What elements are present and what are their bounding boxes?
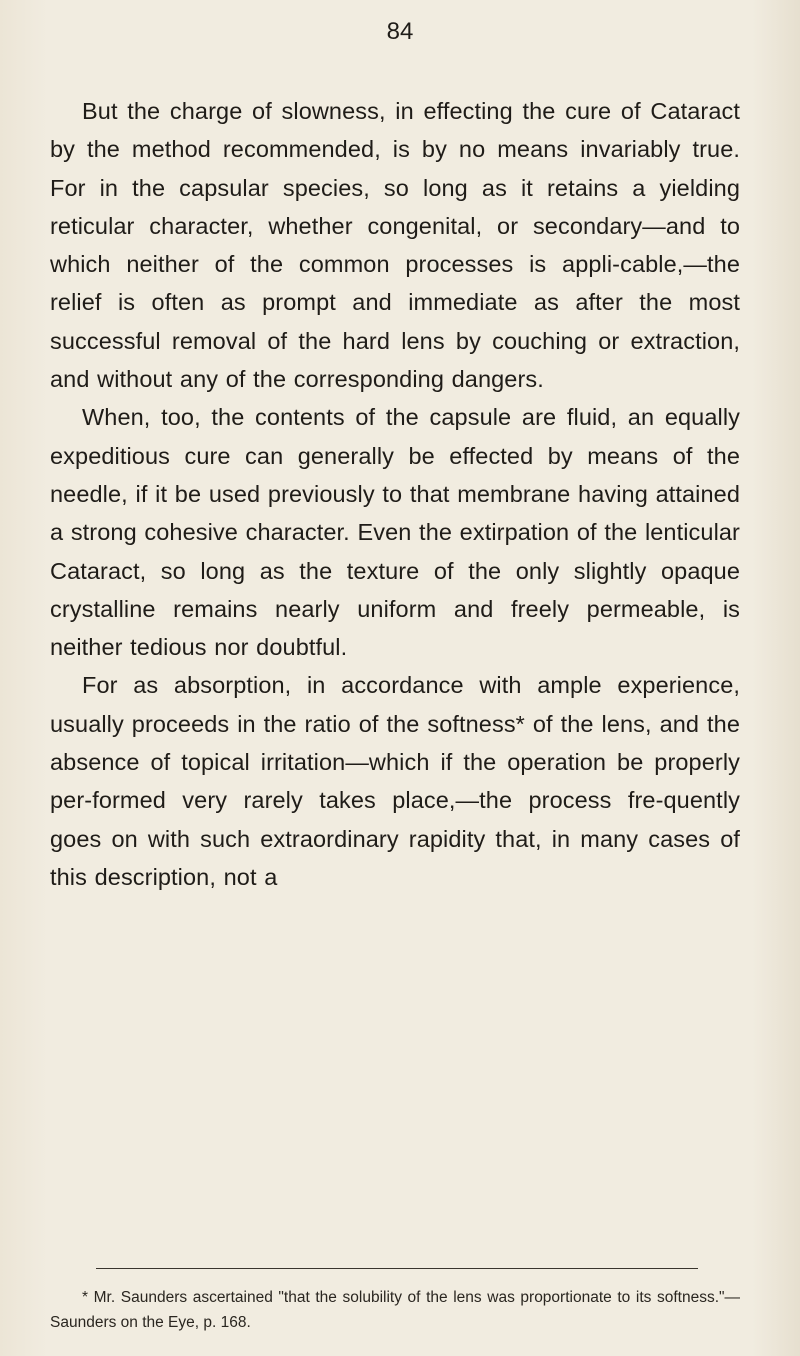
paragraph: When, too, the contents of the capsule are fluid, an equally expeditious cure can generally be effected by means of the needle, if it be used previously to that membrane having attained a strong cohesive character. Even the extirpation of the lenticular Cataract, so long as the texture of the only slightly opaque crystalline remains nearly uniform and freely permeable, is neither tedious nor doubtful. xyxy=(50,404,740,661)
paragraph: For as absorption, in accordance with ample experience, usually proceeds in the ratio of the softness* of the lens, and the absence of topical irritation—which if the operation be properly per-formed very rarely takes place,—the process fre-quently goes on with such extraordinary rapidity that, in many cases of this description, not a xyxy=(50,672,740,890)
paragraph: But the charge of slowness, in effecting the cure of Cataract by the method recommended, is by no means invariably true. For in the capsular species, so long as it retains a yielding reticular character, whether congenital, or secondary—and to which neither of the common processes is appli-cable,—the relief is often as prompt and immediate as after the most successful removal of the hard lens by couching or extraction, and without any of the corresponding dangers. xyxy=(50,98,740,393)
footnote-divider xyxy=(96,1268,698,1269)
body-text xyxy=(50,92,740,896)
page-number: 84 xyxy=(386,18,414,45)
footnote: * Mr. Saunders ascertained "that the solubility of the lens was proportionate to its softness."—Saunders on the Eye, p. 168. xyxy=(50,1289,740,1331)
